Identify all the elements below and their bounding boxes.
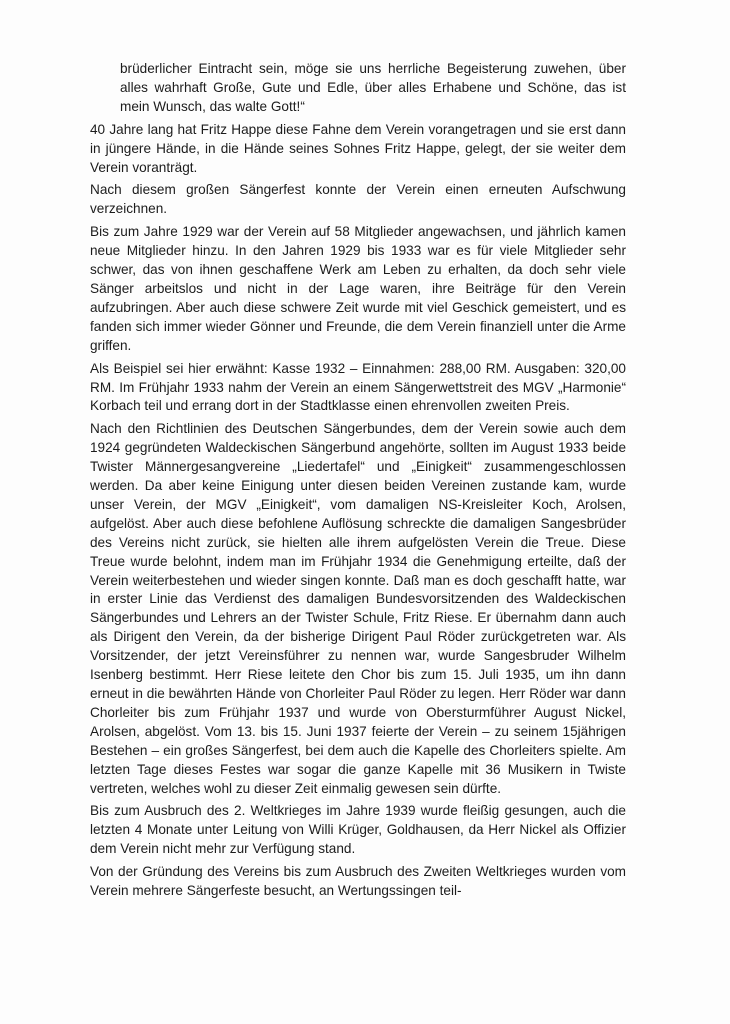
body-paragraph: Von der Gründung des Vereins bis zum Ausbruch des Zweiten Weltkrieges wurden vom Verein mehrere Sängerfeste besucht, an Wertungssingen teil- [90,864,626,899]
body-paragraph: Nach diesem großen Sängerfest konnte der Verein einen erneuten Aufschwung verzeichnen. [90,182,626,217]
document-body [90,60,626,905]
body-paragraph: Bis zum Jahre 1929 war der Verein auf 58 Mitglieder angewachsen, und jährlich kamen neue Mitglieder hinzu. In den Jahren 1929 bis 1933 war es für viele Mitglieder sehr schwer, das von ihnen geschaffene Werk am Leben zu erhalten, da doch sehr viele Sänger arbeitslos und nicht in der Lage waren, ihre Beiträge für den Verein aufzubringen. Aber auch diese schwere Zeit wurde mit viel Geschick gemeistert, und es fanden sich immer wieder Gönner und Freunde, die dem Verein finanziell unter die Arme griffen. [90,224,626,353]
quote-paragraph: brüderlicher Eintracht sein, möge sie uns herrliche Begeisterung zuwehen, über alles wahrhaft Große, Gute und Edle, über alles Erhabene und Schöne, das ist mein Wunsch, das walte Gott!“ [120,61,626,114]
body-paragraph: 40 Jahre lang hat Fritz Happe diese Fahne dem Verein vorangetragen und sie erst dann in jüngere Hände, in die Hände seines Sohnes Fritz Happe, gelegt, der sie weiter dem Verein voranträgt. [90,121,626,175]
body-paragraph: Als Beispiel sei hier erwähnt: Kasse 1932 – Einnahmen: 288,00 RM. Ausgaben: 320,00 RM. Im Frühjahr 1933 nahm der Verein an einem Sängerwettstreit des MGV „Harmonie“ Korbach teil und errang dort in der Stadtklasse einen ehrenvollen zweiten Preis. [90,360,626,414]
body-paragraph: Nach den Richtlinien des Deutschen Sängerbundes, dem der Verein sowie auch dem 1924 gegründeten Waldeckischen Sängerbund angehörte, sollten im August 1933 beide Twister Männergesangvereine „Liedertafel“ und „Einigkeit“ zusammengeschlossen werden. Da aber keine Einigung unter diesen beiden Vereinen zustande kam, wurde unser Verein, der MGV „Einigkeit“, vom damaligen NS-Kreisleiter Koch, Arolsen, aufgelöst. Aber auch diese befohlene Auflösung schreckte die damaligen Sangesbrüder des Vereins nicht zurück, sie hielten alle ihrem aufgelösten Verein die Treue. Diese Treue wurde belohnt, indem man im Frühjahr 1934 die Genehmigung erteilte, daß der Verein weiterbestehen und wieder singen konnte. Daß man es doch geschafft hatte, war in erster Linie das Verdienst des damaligen Bundesvorsitzenden des Waldeckischen Sängerbundes und Lehrers an der Twister Schule, Fritz Riese. Er übernahm dann auch als Dirigent den Verein, da der bisherige Dirigent Paul Röder zurückgetreten war. Als Vorsitzender, der jetzt Vereinsführer zu nennen war, wurde Sangesbruder Wilhelm Isenberg bestimmt. Herr Riese leitete den Chor bis zum 15. Juli 1935, um ihn dann erneut in die bewährten Hände von Chorleiter Paul Röder zu legen. Herr Röder war dann Chorleiter bis zum Frühjahr 1937 und wurde von Obersturmführer August Nickel, Arolsen, abgelöst. Vom 13. bis 15. Juni 1937 feierte der Verein – zu seinem 15jährigen Bestehen – ein großes Sängerfest, bei dem auch die Kapelle des Chorleiters spielte. Am letzten Tage dieses Festes war sogar die ganze Kapelle mit 36 Musikern in Twiste vertreten, welches wohl zu dieser Zeit einmalig gewesen sein dürfte. [90,421,626,796]
body-paragraph: Bis zum Ausbruch des 2. Weltkrieges im Jahre 1939 wurde fleißig gesungen, auch die letzten 4 Monate unter Leitung von Willi Krüger, Goldhausen, da Herr Nickel als Offizier dem Verein nicht mehr zur Verfügung stand. [90,803,626,857]
